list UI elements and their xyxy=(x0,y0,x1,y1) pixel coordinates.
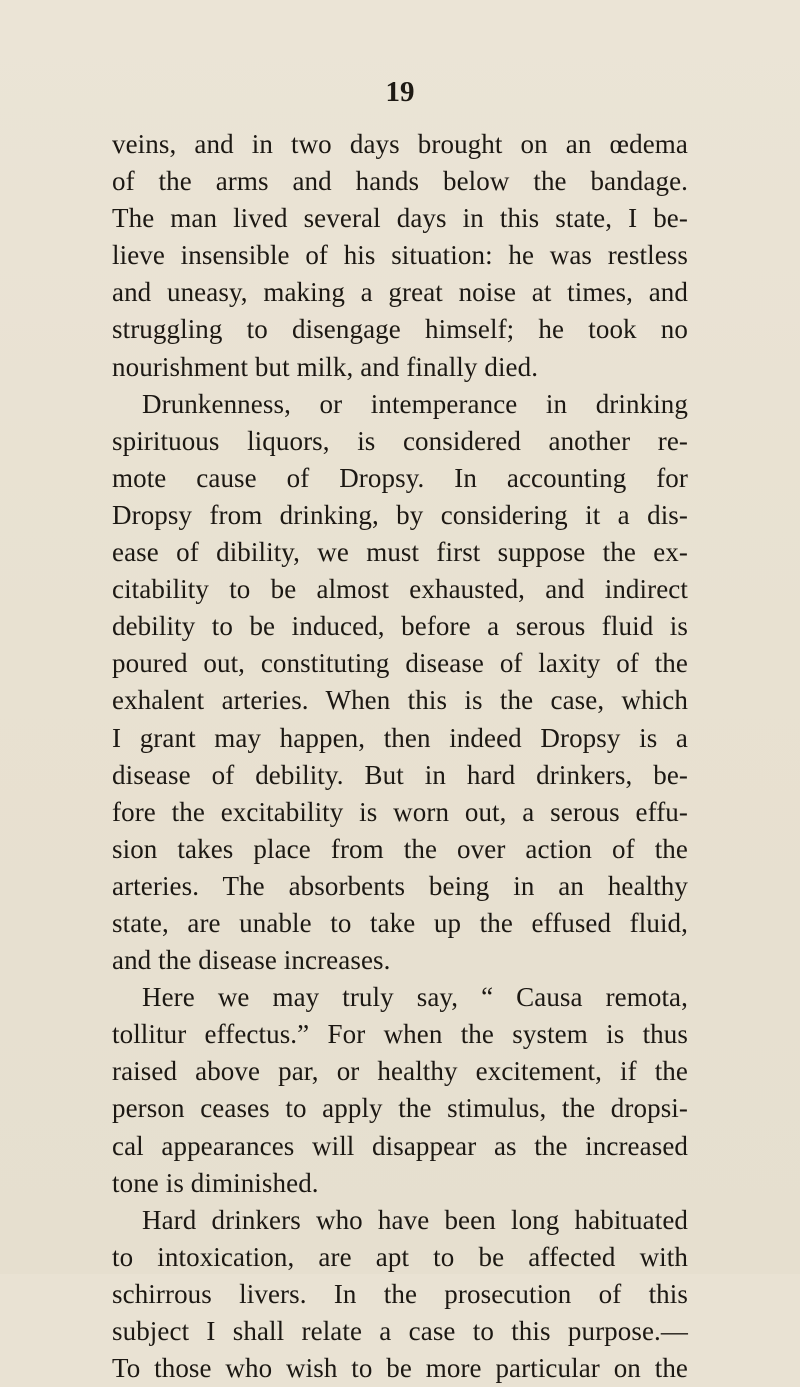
text-line: subject I shall relate a case to this purpose.— xyxy=(112,1316,688,1346)
text-line: ease of dibility, we must first suppose the ex- xyxy=(112,537,688,568)
text-line: and the disease increases. xyxy=(112,945,391,976)
text-line: Hard drinkers who have been long habituated xyxy=(142,1204,688,1235)
text-line: tollitur effectus.” For when the system is thus xyxy=(112,1019,688,1050)
text-line: lieve insensible of his situation: he was restless xyxy=(112,240,688,271)
text-line: nourishment but milk, and finally died. xyxy=(112,351,539,382)
text-line: veins, and in two days brought on an œdema xyxy=(112,129,688,159)
text-line: cal appearances will disappear as the increased xyxy=(112,1130,688,1161)
text-line: I grant may happen, then indeed Dropsy is a xyxy=(112,722,688,753)
text-line: Dropsy from drinking, by considering it a dis- xyxy=(112,499,688,530)
text-line: disease of debility. But in hard drinkers, be- xyxy=(112,759,688,790)
text-line: state, are unable to take up the effused fluid, xyxy=(112,907,688,938)
text-line: to intoxication, are apt to be affected with xyxy=(112,1241,688,1272)
text-line: To those who wish to be more particular on the xyxy=(112,1353,688,1384)
text-line: arteries. The absorbents being in an healthy xyxy=(112,870,688,901)
text-line: The man lived several days in this state, I be- xyxy=(112,203,688,234)
text-line: mote cause of Dropsy. In accounting for xyxy=(112,462,688,493)
text-line: debility to be induced, before a serous fluid is xyxy=(112,611,688,642)
text-line: and uneasy, making a great noise at times, and xyxy=(112,277,688,308)
text-line: exhalent arteries. When this is the case, which xyxy=(112,685,688,716)
text-line: poured out, constituting disease of laxity of the xyxy=(112,648,688,679)
text-line: schirrous livers. In the prosecution of this xyxy=(112,1278,688,1309)
text-line: Here we may truly say, “ Causa remota, xyxy=(142,982,688,1013)
text-line: person ceases to apply the stimulus, the dropsi- xyxy=(112,1093,688,1124)
text-line: citability to be almost exhausted, and indirect xyxy=(112,574,688,605)
page-number: 19 xyxy=(385,76,415,108)
text-line: raised above par, or healthy excitement, if the xyxy=(112,1056,688,1087)
text-line: Drunkenness, or intemperance in drinking xyxy=(142,388,688,419)
text-line: fore the excitability is worn out, a serous effu- xyxy=(112,796,688,827)
text-line: spirituous liquors, is considered another re- xyxy=(112,425,688,456)
text-line: struggling to disengage himself; he took no xyxy=(112,314,688,345)
body-text xyxy=(112,126,688,1387)
text-line: sion takes place from the over action of the xyxy=(112,833,688,864)
text-line: of the arms and hands below the bandage. xyxy=(112,166,688,197)
text-line: tone is diminished. xyxy=(112,1167,319,1198)
